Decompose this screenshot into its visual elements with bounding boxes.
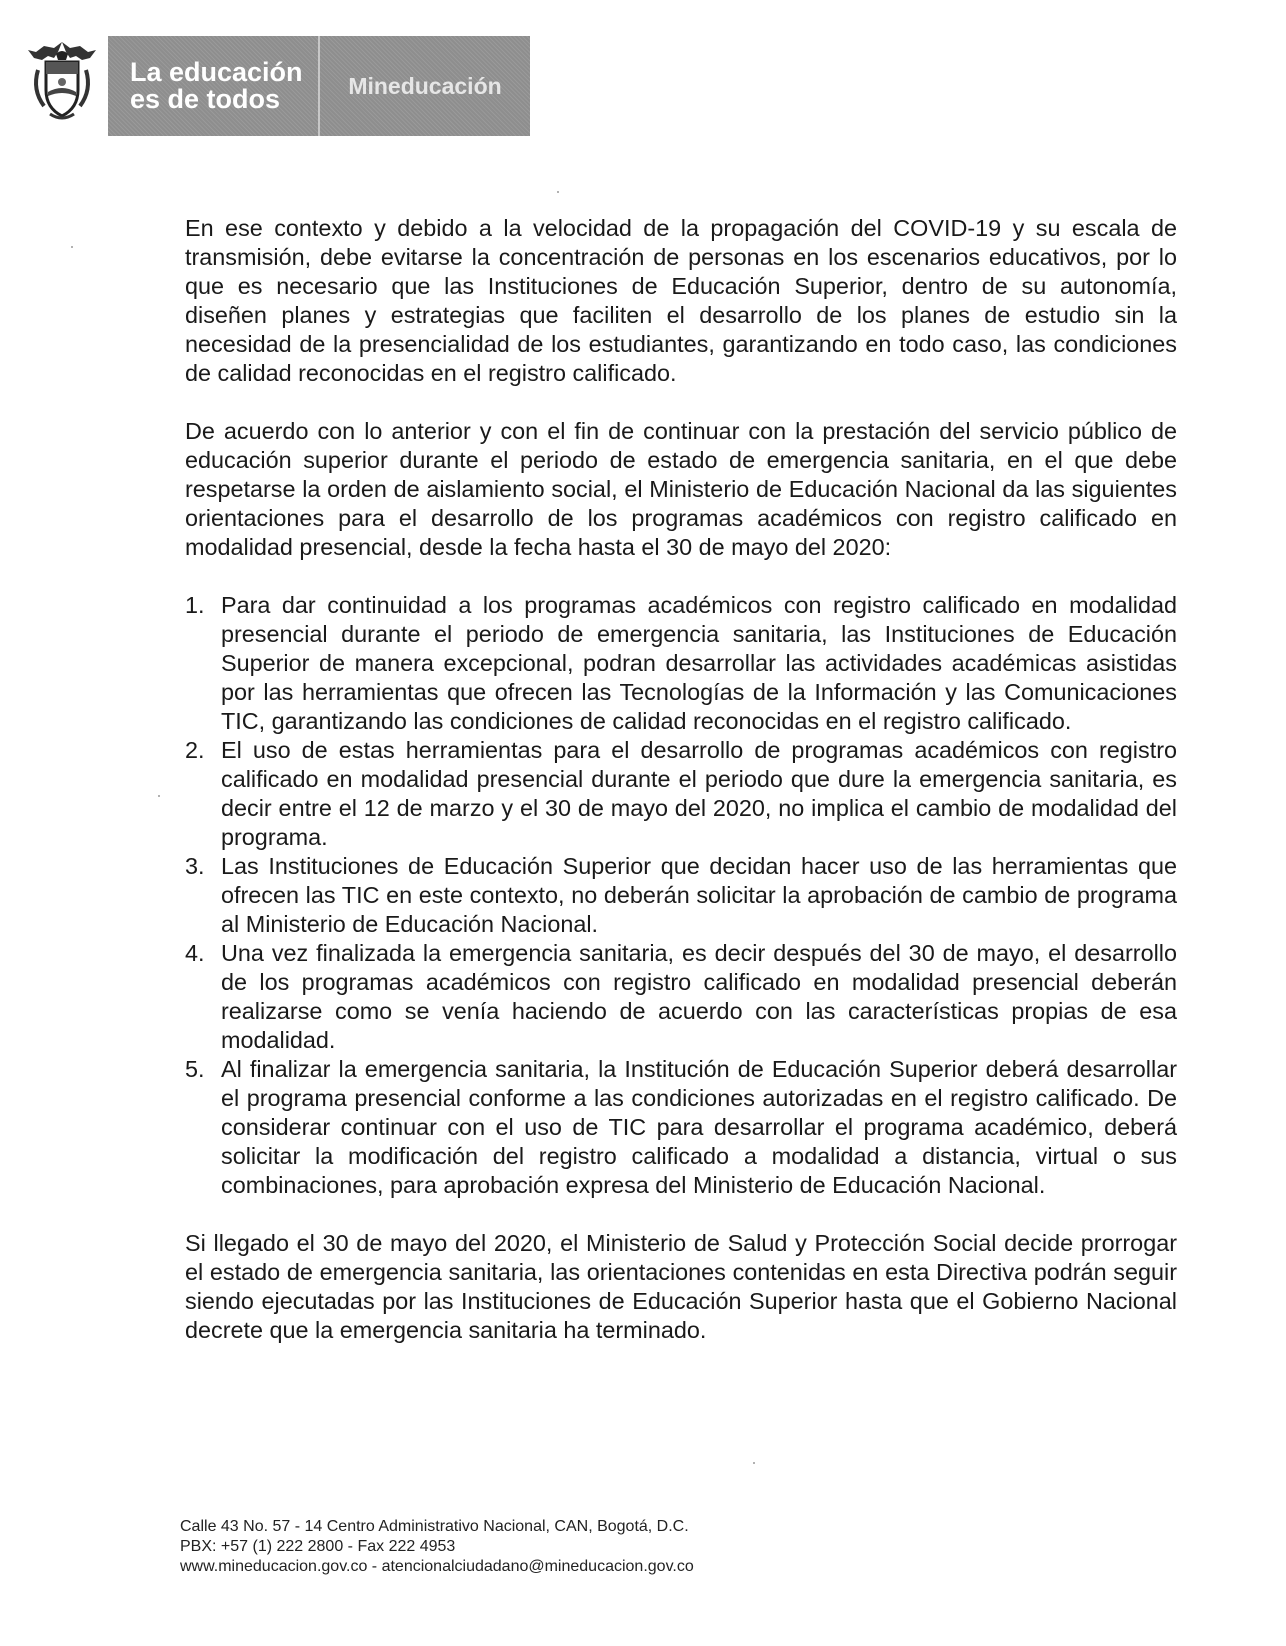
list-item-text: Una vez finalizada la emergencia sanitaria, es decir después del 30 de mayo, el desarrollo de los programas académicos con registro calificado en modalidad presencial deberán realizarse como se venía haciendo de acuerdo con las características propias de esa modalidad. [221, 940, 1177, 1053]
paragraph-context: En ese contexto y debido a la velocidad de la propagación del COVID-19 y su escala de transmisión, debe evitarse la concentración de personas en los escenarios educativos, por lo que es necesario que las Instituciones de Educación Superior, dentro de su autonomía, diseñen planes y estrategias que faciliten el desarrollo de los planes de estudio sin la necesidad de la presencialidad de los estudiantes, garantizando en todo caso, las condiciones de calidad reconocidas en el registro calificado. [185, 215, 1177, 386]
list-item-number: 3. [185, 853, 205, 879]
list-item-number: 1. [185, 592, 205, 618]
list-item [185, 939, 1177, 1055]
list-item-number: 5. [185, 1056, 205, 1082]
list-item-number: 2. [185, 737, 205, 763]
list-item [185, 852, 1177, 939]
list-item [185, 1055, 1177, 1200]
scan-speck [71, 246, 73, 248]
scan-speck [557, 191, 559, 193]
document-body [185, 214, 1177, 1345]
banner-slogan [108, 36, 318, 136]
list-item-text: El uso de estas herramientas para el desarrollo de programas académicos con registro calificado en modalidad presencial durante el periodo que dure la emergencia sanitaria, es decir entre el 12 de marzo y el 30 de mayo del 2020, no implica el cambio de modalidad del programa. [221, 737, 1177, 850]
list-item-text: Al finalizar la emergencia sanitaria, la Institución de Educación Superior deberá desarrollar el programa presencial conforme a las condiciones autorizadas en el registro calificado. De considerar continuar con el uso de TIC para desarrollar el programa académico, deberá solicitar la modificación del registro calificado a modalidad a distancia, virtual o sus combinaciones, para aprobación expresa del Ministerio de Educación Nacional. [221, 1056, 1177, 1198]
paragraph-guidelines-intro: De acuerdo con lo anterior y con el fin de continuar con la prestación del servicio público de educación superior durante el periodo de estado de emergencia sanitaria, en el que debe respetarse la orden de aislamiento social, el Ministerio de Educación Nacional da las siguientes orientaciones para el desarrollo de los programas académicos con registro calificado en modalidad presencial, desde la fecha hasta el 30 de mayo del 2020: [185, 418, 1177, 560]
footer-web: www.mineducacion.gov.co - atencionalciudadano@mineducacion.gov.co [180, 1558, 694, 1575]
list-item-number: 4. [185, 940, 205, 966]
paragraph-extension: Si llegado el 30 de mayo del 2020, el Ministerio de Salud y Protección Social decide prorrogar el estado de emergencia sanitaria, las orientaciones contenidas en esta Directiva podrán seguir siendo ejecutadas por las Instituciones de Educación Superior hasta que el Gobierno Nacional decrete que la emergencia sanitaria ha terminado. [185, 1230, 1177, 1343]
slogan-line-2: es de todos [130, 84, 281, 114]
colombia-coat-of-arms-icon [26, 40, 98, 122]
guidelines-list [185, 591, 1177, 1200]
header-banner [108, 36, 530, 136]
slogan-line-1: La educación [130, 57, 303, 87]
list-item-text: Para dar continuidad a los programas académicos con registro calificado en modalidad presencial durante el periodo de emergencia sanitaria, las Instituciones de Educación Superior de manera excepcional, podran desarrollar las actividades académicas asistidas por las herramientas que ofrecen las Tecnologías de la Información y las Comunicaciones TIC, garantizando las condiciones de calidad reconocidas en el registro calificado. [221, 592, 1177, 734]
footer-address: Calle 43 No. 57 - 14 Centro Administrativo Nacional, CAN, Bogotá, D.C. [180, 1518, 689, 1535]
footer [180, 1517, 694, 1577]
list-item [185, 591, 1177, 736]
scan-speck [158, 795, 160, 797]
footer-phone: PBX: +57 (1) 222 2800 - Fax 222 4953 [180, 1538, 456, 1555]
brand-name: Mineducación [348, 72, 502, 99]
list-item-text: Las Instituciones de Educación Superior que decidan hacer uso de las herramientas que ofrecen las TIC en este contexto, no deberán solicitar la aprobación de cambio de programa al Ministerio de Educación Nacional. [221, 853, 1177, 937]
list-item [185, 736, 1177, 852]
scan-speck [753, 1462, 755, 1464]
